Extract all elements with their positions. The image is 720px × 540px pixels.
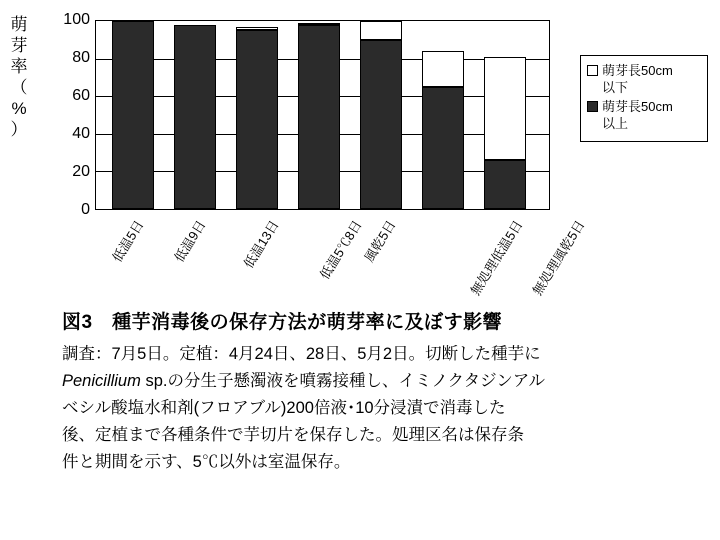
bar-segment-below [422, 51, 464, 87]
bar-segment-above [236, 30, 278, 209]
bar-segment-above [112, 21, 154, 209]
legend-label-line1: 萌芽長50cm [602, 99, 673, 114]
x-tick-label: 風乾5日 [361, 217, 399, 265]
caption-line: 後、定植まで各種条件で芋切片を保存した。処理区名は保存条 [62, 426, 524, 444]
bar-group [112, 21, 154, 209]
bar-segment-above [360, 40, 402, 209]
bar-segment-above [174, 25, 216, 209]
y-axis-title-char: 芽 [10, 36, 28, 55]
plot-area [95, 20, 550, 210]
legend-swatch-black-icon [587, 101, 598, 112]
y-axis-title-char: % [11, 99, 27, 118]
x-tick-label: 無処理風乾5日 [529, 217, 588, 298]
x-tick-label: 低温5日 [109, 217, 147, 265]
caption-title: 図3 種芋消毒後の保存方法が萌芽率に及ぼす影響 [62, 312, 503, 333]
bar-segment-above [422, 87, 464, 209]
bar-group [360, 21, 402, 209]
x-axis-tick-labels [95, 212, 588, 302]
legend-label-line1: 萌芽長50cm [602, 63, 673, 78]
bar-segment-above [484, 160, 526, 209]
y-axis-title [6, 14, 32, 140]
bar-group [236, 21, 278, 209]
legend-label [602, 98, 673, 132]
legend-swatch-white-icon [587, 65, 598, 76]
y-tick-label: 20 [72, 163, 90, 180]
x-tick-label: 無処理低温5日 [467, 217, 526, 298]
legend-label [602, 62, 673, 96]
y-axis-tick-labels [45, 11, 90, 218]
x-tick-label: 低温13日 [240, 217, 282, 271]
legend-item [587, 98, 701, 132]
caption-line [62, 368, 662, 395]
caption-body [62, 341, 662, 476]
bar-group [484, 21, 526, 209]
chart-legend [580, 55, 708, 142]
bar-segment-below [298, 23, 340, 25]
bar-group [422, 21, 464, 209]
legend-label-line2: 以下 [602, 80, 629, 95]
bar-segment-below [360, 21, 402, 40]
bar-group [298, 21, 340, 209]
y-tick-label: 40 [72, 125, 90, 142]
caption-line: ベシル酸塩水和剤(フロアブル)200倍液･10分浸漬で消毒した [62, 399, 506, 417]
species-name: Penicillium [62, 372, 141, 390]
legend-label-line2: 以上 [602, 116, 629, 131]
y-axis-title-char: 率 [10, 57, 28, 76]
caption-line: 調査：7月5日。定植：4月24日、28日、5月2日。切断した種芋に [62, 345, 541, 363]
y-tick-label: 0 [81, 201, 90, 218]
caption-line-rest: sp.の分生子懸濁液を噴霧接種し、イミノクタジンアル [140, 372, 546, 390]
y-tick-label: 100 [63, 11, 90, 28]
y-axis-title-char: 萌 [10, 15, 28, 34]
y-axis-title-char: （ [10, 78, 28, 97]
x-tick-label: 低温5℃8日 [316, 217, 365, 282]
bar-segment-below [236, 27, 278, 31]
bar-group [174, 21, 216, 209]
bar-segment-above [298, 25, 340, 209]
bar-segment-below [484, 57, 526, 160]
caption-line: 件と期間を示す、5℃以外は室温保存。 [62, 453, 351, 471]
figure-caption [62, 310, 662, 476]
y-tick-label: 60 [72, 87, 90, 104]
y-tick-label: 80 [72, 49, 90, 66]
x-tick-label: 低温9日 [171, 217, 209, 265]
y-axis-title-char: ） [10, 120, 28, 139]
legend-item [587, 62, 701, 96]
